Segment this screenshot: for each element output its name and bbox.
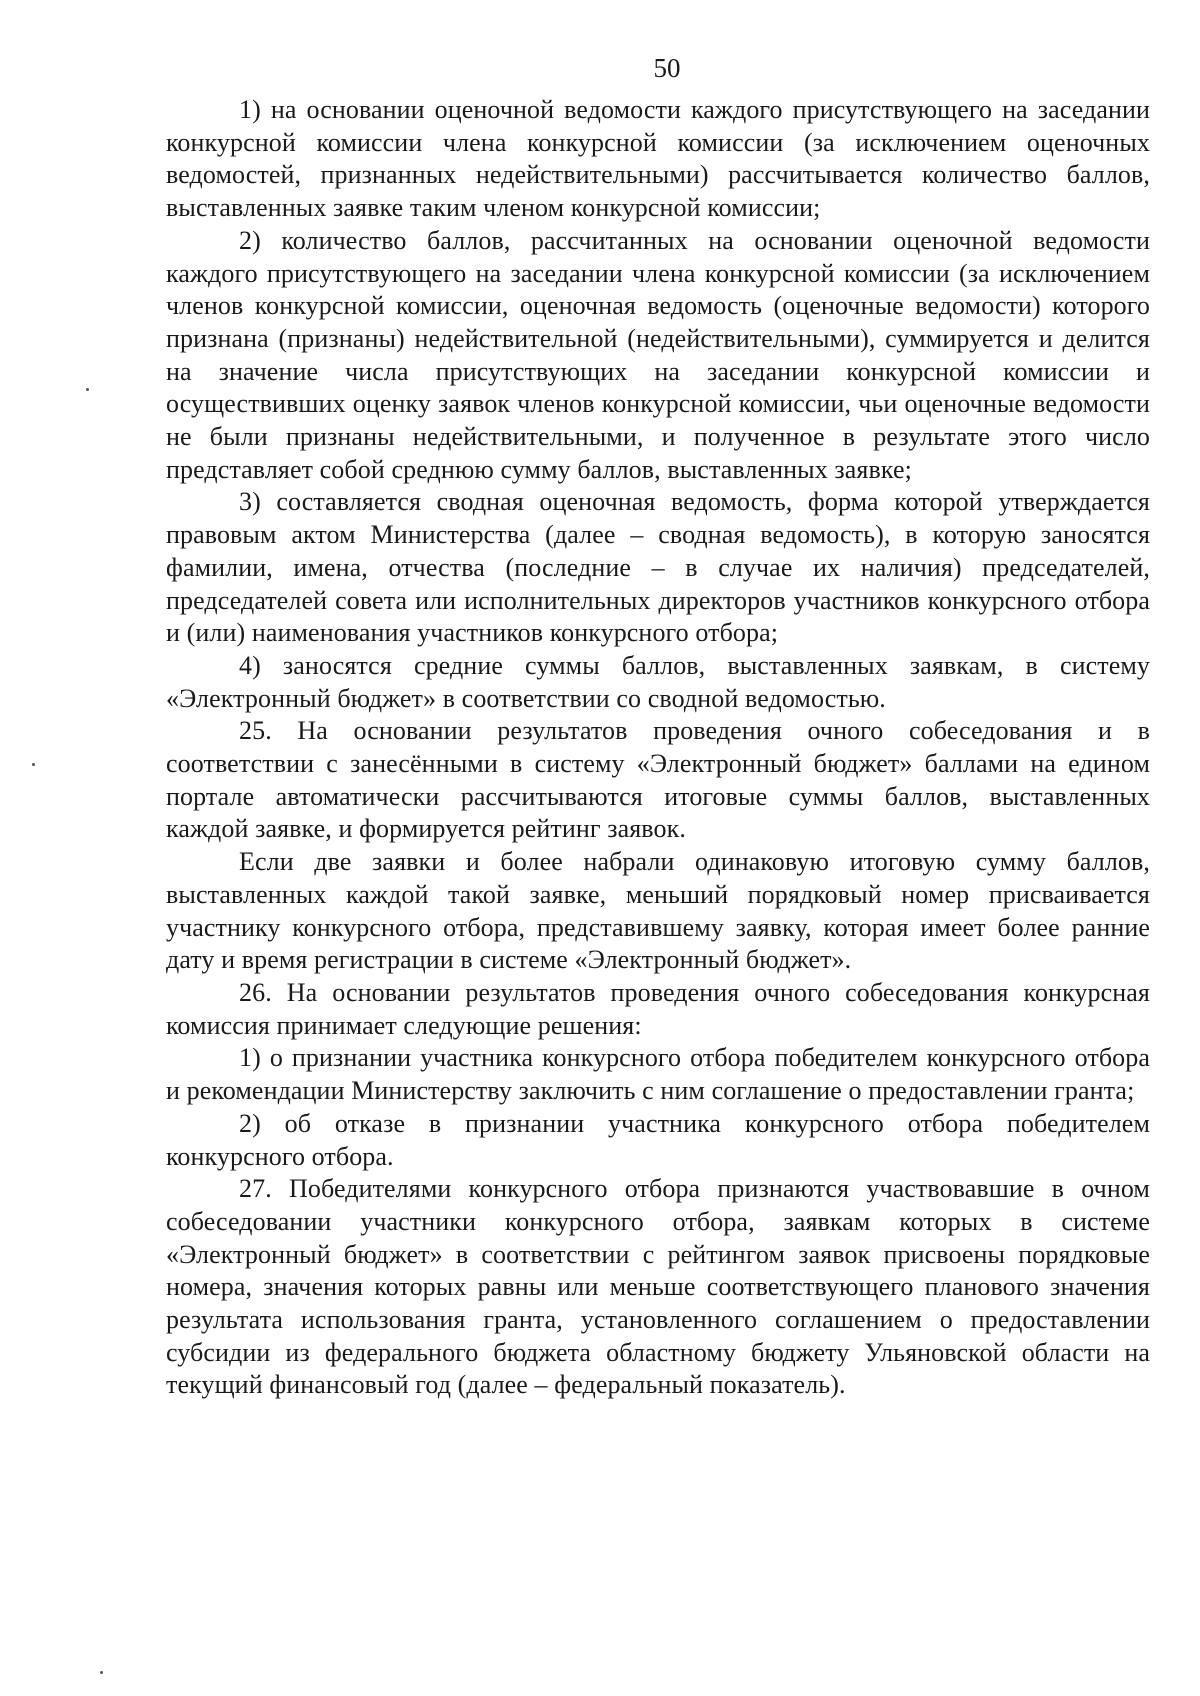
paragraph-item-3: 3) составляется сводная оценочная ведомость, форма которой утверждается правовым актом Министерства (далее – сводная ведомость), в которую заносятся фамилии, имена, отчества (последние – в случае их наличия) председателей, председателей совета или исполнительных директоров участников конкурсного отбора и (или) наименования участников конкурсного отбора; <box>166 487 1150 648</box>
scan-speck <box>32 763 35 766</box>
paragraph-item-1: 1) на основании оценочной ведомости каждого присутствующего на заседании конкурсной комиссии члена конкурсной комиссии (за исключением оценочных ведомостей, признанных недействительными) рассчитывается количество баллов, выставленных заявке таким членом конкурсной комиссии; <box>166 95 1150 223</box>
paragraph-clause-26: 26. На основании результатов проведения очного собеседования конкурсная комиссия принимает следующие решения: <box>166 977 1150 1040</box>
paragraph-clause-25-continued: Если две заявки и более набрали одинаковую итоговую сумму баллов, выставленных каждой такой заявке, меньший порядковый номер присваивается участнику конкурсного отбора, представившему заявку, которая имеет более ранние дату и время регистрации в системе «Электронный бюджет». <box>166 847 1150 975</box>
document-body <box>166 94 1150 1402</box>
paragraph-clause-25: 25. На основании результатов проведения очного собеседования и в соответствии с занесёнными в систему «Электронный бюджет» баллами на едином портале автоматически рассчитываются итоговые суммы баллов, выставленных каждой заявке, и формируется рейтинг заявок. <box>166 716 1150 844</box>
paragraph-item-2: 2) количество баллов, рассчитанных на основании оценочной ведомости каждого присутствующего на заседании члена конкурсной комиссии (за исключением членов конкурсной комиссии, оценочная ведомость (оценочные ведомости) которого признана (признаны) недействительной (недействительными), суммируется и делится на значение числа присутствующих на заседании конкурсной комиссии и осуществивших оценку заявок членов конкурсной комиссии, чьи оценочные ведомости не были признаны недействительными, и полученное в результате этого число представляет собой среднюю сумму баллов, выставленных заявке; <box>166 225 1150 484</box>
paragraph-decision-1: 1) о признании участника конкурсного отбора победителем конкурсного отбора и рекомендации Министерству заключить с ним соглашение о предоставлении гранта; <box>166 1043 1150 1106</box>
paragraph-clause-27: 27. Победителями конкурсного отбора признаются участвовавшие в очном собеседовании участники конкурсного отбора, заявкам которых в системе «Электронный бюджет» в соответствии с рейтингом заявок присвоены порядковые номера, значения которых равны или меньше соответствующего планового значения результата использования гранта, установленного соглашением о предоставлении субсидии из федерального бюджета областному бюджету Ульяновской области на текущий финансовый год (далее – федеральный показатель). <box>166 1174 1150 1400</box>
scan-speck <box>86 388 89 391</box>
scan-speck <box>100 1671 103 1674</box>
page-number: 50 <box>653 53 681 83</box>
paragraph-item-4: 4) заносятся средние суммы баллов, выставленных заявкам, в систему «Электронный бюджет» в соответствии со сводной ведомостью. <box>166 650 1150 713</box>
paragraph-decision-2: 2) об отказе в признании участника конкурсного отбора победителем конкурсного отбора. <box>166 1108 1150 1171</box>
